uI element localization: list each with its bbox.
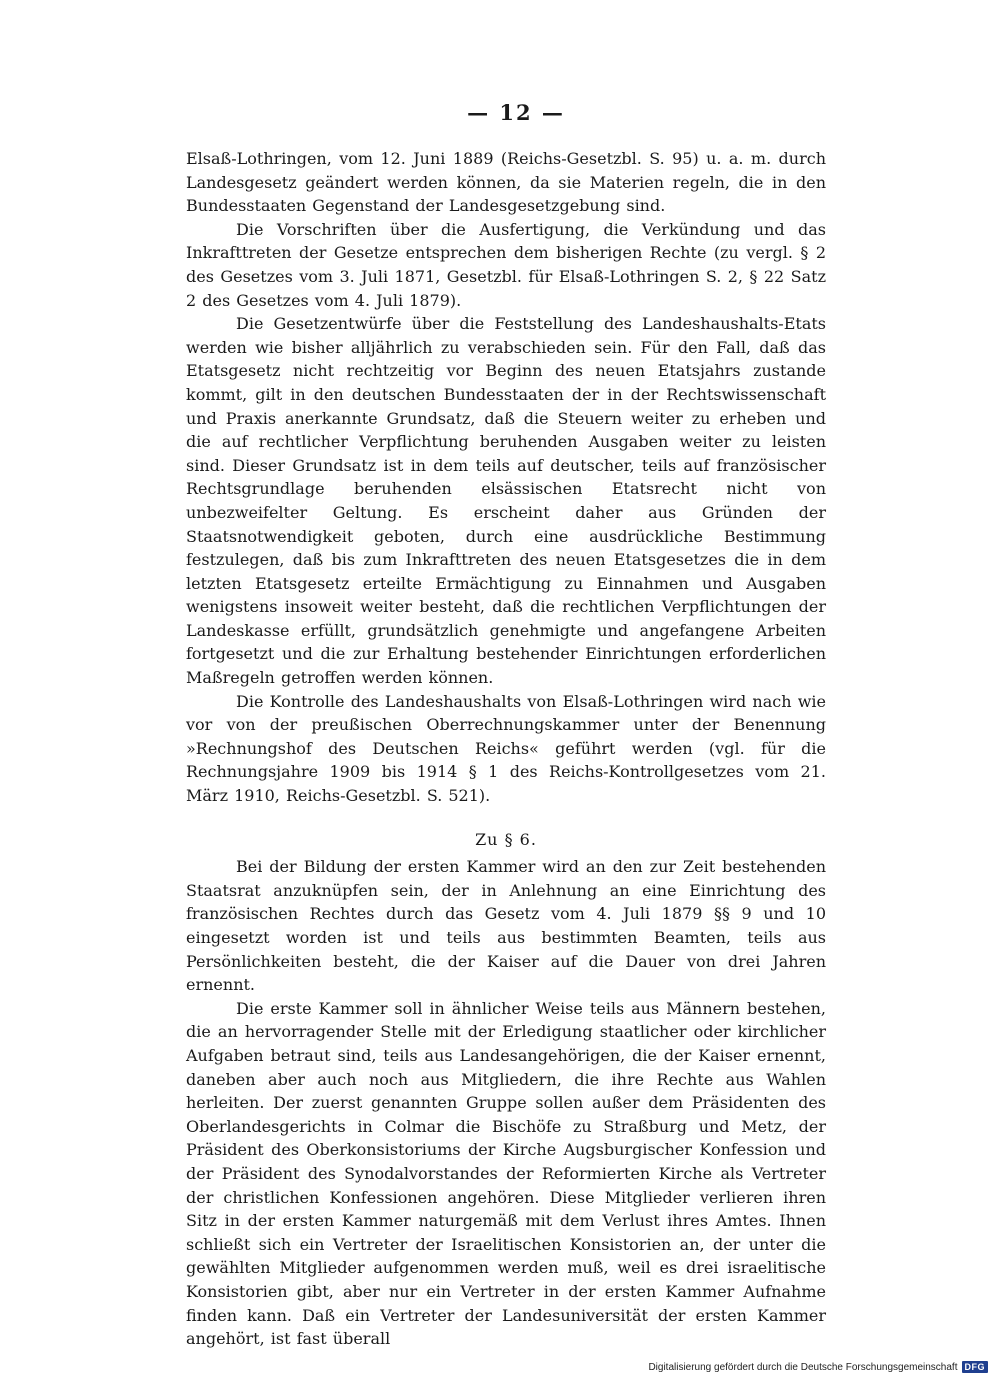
page-number: — 12 — [467, 100, 565, 125]
dfg-logo: DFG [962, 1361, 989, 1373]
digitization-footer [648, 1361, 988, 1373]
paragraph: Die Kontrolle des Landeshaushalts von Elsaß-Lothringen wird nach wie vor von der preußischen Oberrechnungskammer unter der Benennung »Rechnungshof des Deutschen Reichs« geführt werden (vgl. für die Rechnungsjahre 1909 bis 1914 § 1 des Reichs-Kontrollgesetzes vom 21. März 1910, Reichs-Gesetzbl. S. 521). [186, 691, 826, 806]
paragraph: Die erste Kammer soll in ähnlicher Weise teils aus Männern bestehen, die an hervorragender Stelle mit der Erledigung staatlicher oder kirchlicher Aufgaben betraut sind, teils aus Landesangehörigen, die der Kaiser ernennt, daneben aber auch noch aus Mitgliedern, die ihre Rechte aus Wahlen herleiten. Der zuerst genannten Gruppe sollen außer dem Präsidenten des Oberlandesgerichts in Colmar die Bischöfe zu Straßburg und Metz, der Präsident des Oberkonsistoriums der Kirche Augsburgischer Konfession und der Präsident des Synodalvorstandes der Reformierten Kirche als Vertreter der christlichen Konfessionen angehören. Diese Mitglieder verlieren ihren Sitz in der ersten Kammer naturgemäß mit dem Verlust ihres Amtes. Ihnen schließt sich ein Vertreter der Israelitischen Konsistorien an, der unter die gewählten Mitglieder aufgenommen werden muß, weil es drei israelitische Konsistorien gibt, aber nur ein Vertreter in der ersten Kammer Aufnahme finden kann. Daß ein Vertreter der Landesuniversität der ersten Kammer angehört, ist fast überall [186, 998, 826, 1349]
paragraph: Die Vorschriften über die Ausfertigung, die Verkündung und das Inkrafttreten der Gesetze entsprechen dem bisherigen Rechte (zu vergl. § 2 des Gesetzes vom 3. Juli 1871, Gesetzbl. für Elsaß-Lothringen S. 2, § 22 Satz 2 des Gesetzes vom 4. Juli 1879). [186, 219, 826, 310]
section-heading: Zu § 6. [475, 829, 537, 849]
document-page [186, 100, 826, 1351]
paragraph: Die Gesetzentwürfe über die Feststellung des Landeshaushalts-Etats werden wie bisher alljährlich zu verabschieden sein. Für den Fall, daß das Etatsgesetz nicht rechtzeitig vor Beginn des neuen Etatsjahrs zustande kommt, gilt in den deutschen Bundesstaaten der in der Rechtswissenschaft und Praxis anerkannte Grundsatz, daß die Steuern weiter zu erheben und die auf rechtlicher Verpflichtung beruhenden Ausgaben weiter zu leisten sind. Dieser Grundsatz ist in dem teils auf deutscher, teils auf französischer Rechtsgrundlage beruhenden elsässischen Etatsrecht nicht von unbezweifelter Geltung. Es erscheint daher aus Gründen der Staatsnotwendigkeit geboten, durch eine ausdrückliche Bestimmung festzulegen, daß bis zum Inkrafttreten des neuen Etatsgesetzes die in dem letzten Etatsgesetz erteilte Ermächtigung zu Einnahmen und Ausgaben wenigstens insoweit weiter besteht, daß die rechtlichen Verpflichtungen der Landeskasse erfüllt, grundsätzlich genehmigte und angefangene Arbeiten fortgesetzt und die zur Erhaltung bestehender Einrichtungen erforderlichen Maßregeln getroffen werden können. [186, 314, 826, 688]
paragraph: Bei der Bildung der ersten Kammer wird an den zur Zeit bestehenden Staatsrat anzuknüpfen sein, der in Anlehnung an eine Einrichtung des französischen Rechtes durch das Gesetz vom 4. Juli 1879 §§ 9 und 10 eingesetzt worden ist und teils aus bestimmten Beamten, teils aus Persönlichkeiten besteht, die der Kaiser auf die Dauer von drei Jahren ernennt. [186, 857, 826, 995]
footer-text: Digitalisierung gefördert durch die Deutsche Forschungsgemeinschaft [648, 1361, 958, 1373]
paragraph: Elsaß-Lothringen, vom 12. Juni 1889 (Reichs-Gesetzbl. S. 95) u. a. m. durch Landesgesetz geändert werden können, da sie Materien regeln, die in den Bundesstaaten Gegenstand der Landesgesetzgebung sind. [186, 149, 826, 216]
